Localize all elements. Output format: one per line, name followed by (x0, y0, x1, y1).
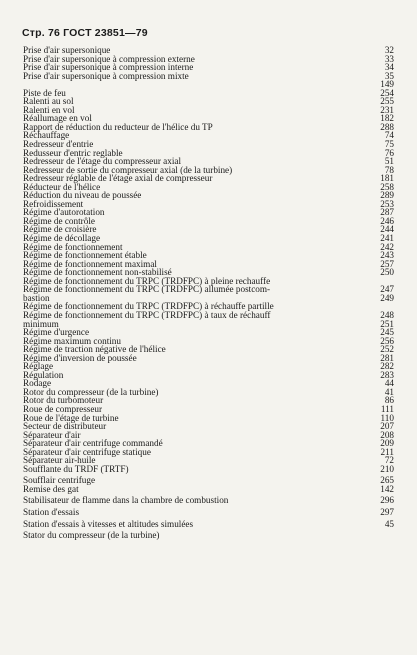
entry-term: Réchauffage (23, 130, 70, 141)
entry-number: 86 (384, 395, 394, 406)
index-entry (0, 531, 417, 540)
entry-term: Secteur de distributeur (23, 421, 107, 432)
page-header: Стр. 76 ГОСТ 23851—79 (22, 27, 148, 39)
entry-number: 253 (380, 198, 394, 209)
entry-number: 210 (380, 463, 394, 474)
entry-number: 45 (384, 518, 394, 529)
entry-number: 256 (380, 335, 394, 346)
entry-term: Régime de fonctionnement du TRPC (TRDFPC) à taux de réchauff (23, 309, 271, 320)
entry-number: 282 (380, 361, 394, 372)
entry-term: Réduction du niveau de poussée (23, 190, 142, 201)
entry-term: Régime de décollage (23, 233, 101, 244)
entry-number: 265 (380, 475, 394, 486)
entry-number: 244 (380, 224, 394, 235)
entry-number: 252 (380, 344, 394, 355)
entry-term: bastion (23, 292, 50, 303)
entry-term: Rodage (23, 378, 52, 389)
entry-term: Refroidissement (23, 198, 84, 209)
entry-term: Ralenti en vol (23, 104, 75, 115)
entry-term: Régime d'inversion de poussée (23, 352, 137, 363)
entry-term: Réglage (23, 361, 54, 372)
entry-number: 289 (380, 190, 394, 201)
entry-number: 241 (380, 233, 394, 244)
entry-number: 76 (384, 147, 394, 158)
entry-number: 246 (380, 215, 394, 226)
entry-number: 248 (380, 309, 394, 320)
entry-number: 251 (380, 318, 394, 329)
entry-number: 33 (384, 53, 394, 64)
entry-term: Station d'essais à vitesses et altitudes simulées (23, 518, 194, 529)
entry-term: Prise d'air supersonique à compression interne (23, 62, 194, 73)
entry-term: Prise d'air supersonique (23, 45, 111, 55)
entry-term: Soufflante du TRDF (TRTF) (23, 463, 129, 474)
entry-term: Rotor du turbomoteur (23, 395, 104, 406)
entry-term: Redresseur de sortie du compresseur axial (de la turbine) (23, 164, 233, 175)
index-entry (0, 520, 417, 529)
entry-number: 142 (380, 483, 394, 494)
entry-number: 296 (380, 495, 394, 506)
entry-number: 110 (380, 412, 394, 423)
entry-term: Redusseur d'entric reglable (23, 147, 123, 158)
index-entry (0, 485, 417, 494)
entry-term: Remise des gat (23, 483, 79, 494)
entry-number: 149 (380, 79, 394, 90)
index-entry (0, 371, 417, 380)
entry-number: 51 (384, 156, 394, 167)
entry-number: 254 (380, 87, 394, 98)
entry-term: Régime de fonctionnement (23, 241, 123, 252)
entry-number: 75 (384, 139, 394, 150)
entry-term: Régime de fonctionnement maximal (23, 258, 157, 269)
entry-term: Régime de traction négative de l'hélice (23, 344, 166, 355)
entry-term: Redresseur réglable de l'étage axial de compresseur (23, 173, 213, 184)
entry-number: 32 (384, 45, 394, 55)
entry-term: Régime de contrôle (23, 215, 95, 226)
entry-number: 34 (384, 62, 394, 73)
index-entry (0, 496, 417, 505)
entry-term: Régime d'urgence (23, 327, 90, 338)
entry-number: 44 (384, 378, 394, 389)
entry-term: Ralenti au sol (23, 96, 74, 107)
index-entry (0, 508, 417, 517)
entry-number: 211 (380, 446, 394, 457)
entry-number: 209 (380, 438, 394, 449)
entry-number: 258 (380, 181, 394, 192)
entry-number: 243 (380, 250, 394, 261)
entry-term: Régime de fonctionnement non-stabilisé (23, 267, 172, 278)
entry-number: 255 (380, 96, 394, 107)
entry-number: 247 (380, 284, 394, 295)
entry-number: 181 (380, 173, 394, 184)
entry-term: Prise d'air supersonique à compression externe (23, 53, 195, 64)
entry-number: 231 (380, 104, 394, 115)
entry-term: Régime de fonctionnement du TRPC (TRDFPC) allumée postcom- (23, 284, 271, 295)
entry-term: Séparateur d'air centrifuge commandé (23, 438, 163, 449)
entry-number: 281 (380, 352, 394, 363)
entry-number: 287 (380, 207, 394, 218)
entry-term: Redresseur de l'étage du compresseur axial (23, 156, 182, 167)
entry-term: Redresseur d'entrie (23, 139, 94, 150)
entry-term: Soufflair centrifuge (23, 475, 96, 486)
entry-number: 245 (380, 327, 394, 338)
entry-term: Rotor du compresseur (de la turbine) (23, 386, 159, 397)
entry-number: 257 (380, 258, 394, 269)
entry-term: Régime d'autorotation (23, 207, 105, 218)
entry-term: Piste de feu (23, 87, 66, 98)
entry-term: Séparateur air-huile (23, 455, 96, 466)
entry-term: Roue de l'étage de turbine (23, 412, 119, 423)
entry-term: Stator du compresseur (de la turbine) (23, 530, 160, 541)
entry-term: Stabilisateur de flamme dans la chambre de combustion (23, 495, 229, 506)
entry-number: 208 (380, 429, 394, 440)
entry-number: 250 (380, 267, 394, 278)
entry-term: Régime de croisière (23, 224, 97, 235)
entry-number: 288 (380, 121, 394, 132)
index-list (0, 46, 417, 540)
entry-number: 242 (380, 241, 394, 252)
entry-term: Séparateur d'air (23, 429, 81, 440)
entry-term: Régime de fonctionnement du TRPC (TRDFPC) à réchauffe partille (23, 301, 274, 312)
entry-number: 182 (380, 113, 394, 124)
entry-term: Régime de fonctionnement étable (23, 250, 147, 261)
entry-number: 41 (384, 386, 394, 397)
entry-term: Réducteur de l'hélice (23, 181, 101, 192)
entry-number: 35 (384, 70, 394, 81)
entry-number: 78 (384, 164, 394, 175)
entry-number: 111 (380, 403, 394, 414)
index-entry (0, 311, 417, 320)
index-entry (0, 285, 417, 294)
entry-number: 72 (384, 455, 394, 466)
entry-term: Station d'essais (23, 506, 80, 517)
entry-number: 249 (380, 292, 394, 303)
entry-term: Séparateur d'air centrifuge statique (23, 446, 151, 457)
entry-term: Régulation (23, 369, 64, 380)
entry-term: minimum (23, 318, 59, 329)
entry-number: 297 (380, 506, 394, 517)
index-entry (0, 465, 417, 474)
entry-number: 74 (384, 130, 394, 141)
entry-term: Rapport de réduction du reducteur de l'hélice du TP (23, 121, 213, 132)
entry-term: Régime maximum continu (23, 335, 121, 346)
entry-term: Régime de fonctionnement du TRPC (TRDFPC) à pleine rechauffe (23, 275, 271, 286)
index-entry (0, 354, 417, 363)
entry-number: 207 (380, 421, 394, 432)
index-entry (0, 72, 417, 81)
entry-term: Prise d'air supersonique à compression mixte (23, 70, 189, 81)
entry-term: Roue de compresseur (23, 403, 103, 414)
entry-number: 283 (380, 369, 394, 380)
entry-term: Réallumage en vol (23, 113, 92, 124)
